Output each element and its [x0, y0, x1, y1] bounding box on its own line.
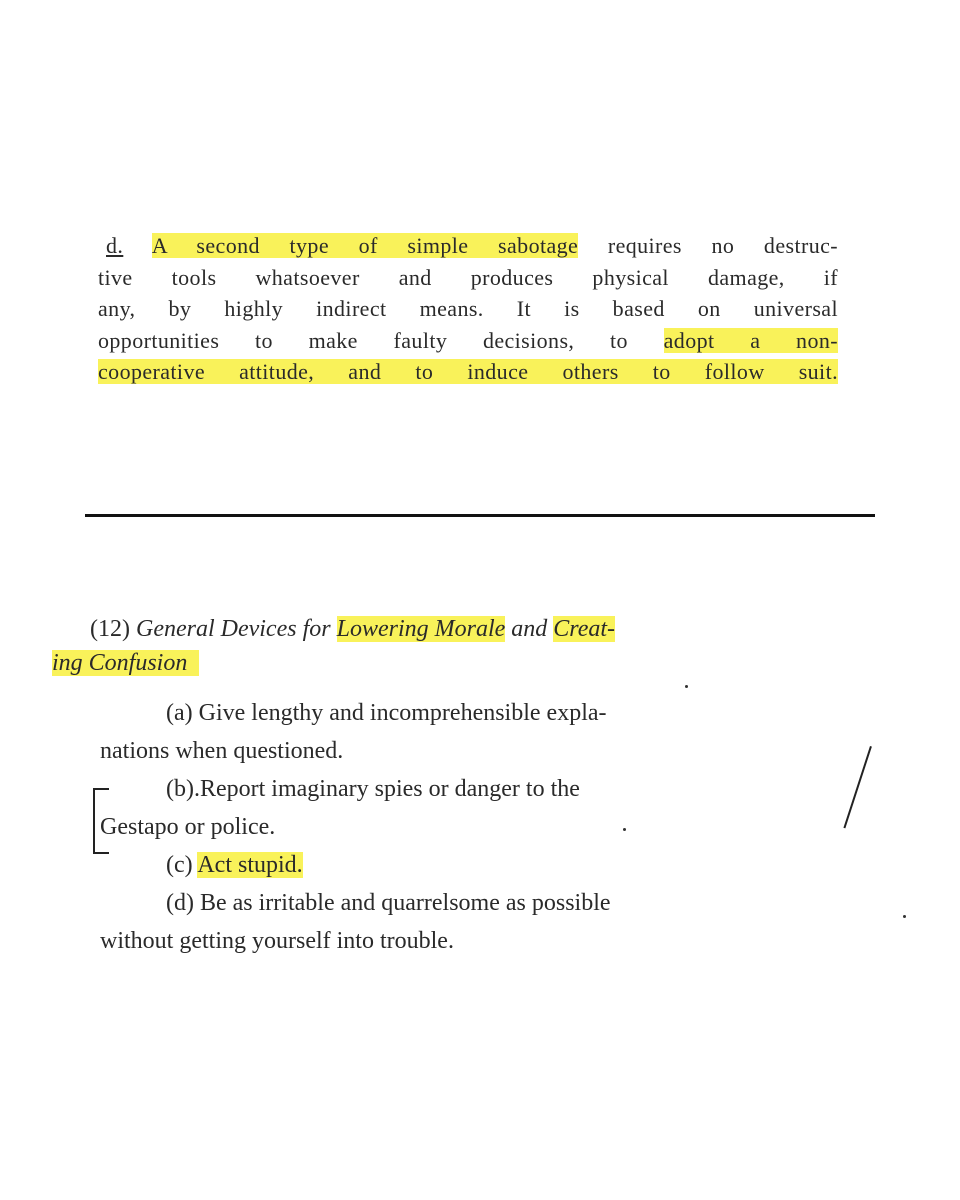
item-list: [100, 694, 870, 960]
highlight: Creat-: [553, 616, 616, 642]
para-line-4: [98, 325, 838, 357]
handwritten-bracket-mark: [93, 788, 109, 854]
highlight: Act stupid.: [197, 852, 303, 878]
speck: [903, 915, 906, 918]
item-b-cont: Gestapo or police.: [100, 814, 276, 840]
item-d-cont: without getting yourself into trouble.: [100, 928, 454, 954]
highlight: Lowering Morale: [336, 616, 506, 642]
item-label: (d): [166, 890, 194, 916]
divider-line: [85, 514, 875, 517]
highlight: adopt a non-: [663, 327, 838, 353]
section-heading: [52, 612, 882, 680]
paragraph-d: [98, 230, 838, 388]
item-b: [100, 770, 870, 808]
item-label: (c): [166, 852, 193, 878]
section-label: d.: [106, 233, 124, 258]
item-label: (b).: [166, 776, 200, 802]
para-line-5: [98, 356, 838, 388]
text: opportunities to make faulty decisions, to: [98, 327, 664, 353]
text: and: [505, 616, 554, 642]
text: requires no destruc-: [578, 233, 838, 258]
item-a: [100, 694, 870, 732]
item-d: [100, 884, 870, 922]
item-label: (a): [166, 700, 193, 726]
item-a-cont: nations when questioned.: [100, 738, 344, 764]
speck: [623, 828, 626, 831]
para-line-1: [98, 230, 838, 262]
text: General Devices for: [129, 616, 337, 642]
para-line-3: any, by highly indirect means. It is based on universal: [98, 296, 838, 321]
text: Report imaginary spies or danger to the: [199, 776, 580, 802]
section-number: (12): [90, 616, 130, 642]
speck: [685, 685, 688, 688]
highlight: A second type of simple sabotage: [151, 233, 579, 258]
highlight: cooperative attitude, and to induce others to follow suit.: [98, 359, 838, 384]
item-c: [100, 846, 870, 884]
text: Give lengthy and incomprehensible expla-: [192, 700, 607, 726]
para-line-2: tive tools whatsoever and produces physical damage, if: [98, 264, 838, 290]
highlight: ing Confusion: [52, 650, 199, 676]
text: Be as irritable and quarrelsome as possible: [193, 890, 611, 916]
